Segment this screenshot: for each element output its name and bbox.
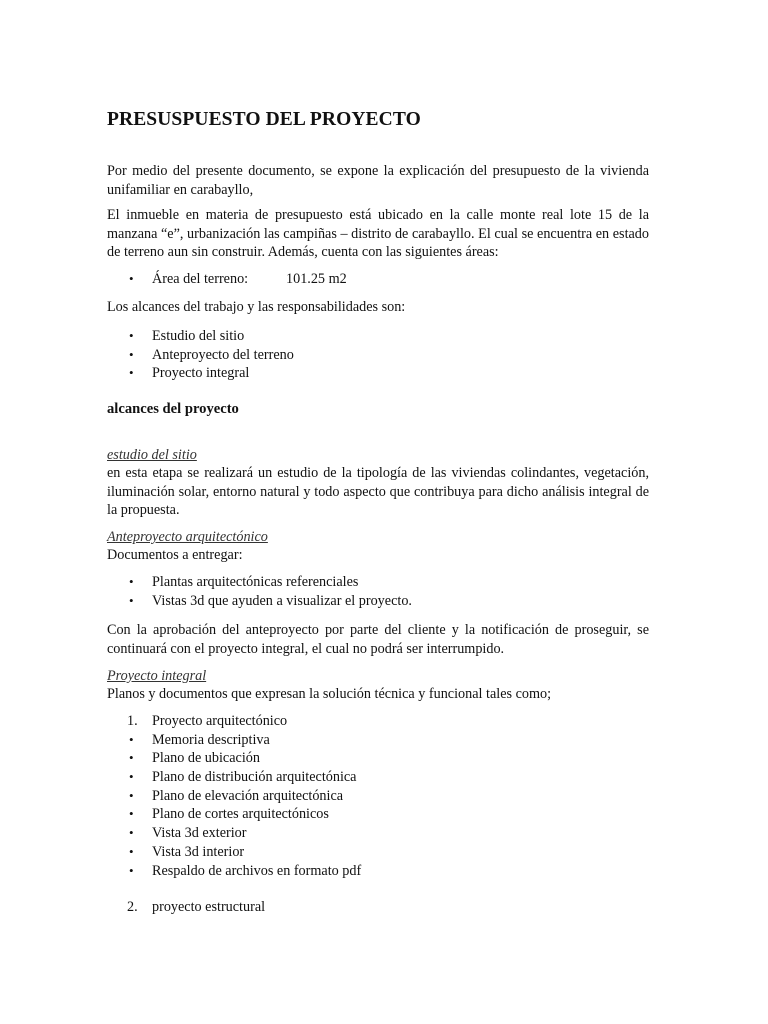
bullet-icon: • (129, 365, 134, 381)
area-value: 101.25 m2 (286, 271, 347, 287)
subheading-site-study: estudio del sitio (107, 447, 197, 463)
list-item-label: Vista 3d interior (152, 843, 245, 860)
bullet-icon: • (129, 806, 134, 822)
list-item (107, 824, 649, 843)
list-item-label: Memoria descriptiva (152, 731, 270, 748)
list-item (107, 731, 649, 750)
intro-paragraph-2: El inmueble en materia de presupuesto está ubicado en la calle monte real lote 15 de la manzana “e”, urbanización las campiñas – distrito de carabayllo. El cual se encuentra en estado de terreno aun sin construir. Además, cuenta con las siguientes áreas: (107, 207, 649, 261)
list-item (107, 327, 649, 346)
integral-list (107, 712, 649, 880)
integral-intro: Planos y documentos que expresan la solución técnica y funcional tales como; (107, 686, 552, 702)
deliverables-list (107, 573, 649, 610)
item-number: 1. (127, 713, 138, 729)
list-item-label: Plano de distribución arquitectónica (152, 769, 357, 786)
area-item (107, 270, 649, 289)
preliminary-intro: Documentos a entregar: (107, 547, 243, 563)
subheading-integral: Proyecto integral (107, 668, 207, 684)
area-list (107, 270, 649, 289)
item-number: 2. (127, 899, 138, 915)
bullet-icon: • (129, 825, 134, 841)
site-study-text: en esta etapa se realizará un estudio de la tipología de las viviendas colindantes, vegetación, iluminación solar, entorno natural y todo aspecto que contribuya para dicho análisis integral de la propuesta. (107, 465, 649, 519)
list-item (107, 749, 649, 768)
list-item-label: Estudio del sitio (152, 328, 245, 344)
list-item (107, 768, 649, 787)
list-item (107, 573, 649, 592)
list-item-label: Vista 3d exterior (152, 825, 247, 842)
list-item-label: Vistas 3d que ayuden a visualizar el proyecto. (152, 592, 412, 609)
numbered-item (107, 712, 649, 731)
bullet-icon: • (129, 769, 134, 785)
bullet-icon: • (129, 787, 134, 803)
list-item-label: Proyecto integral (152, 365, 250, 382)
numbered-item (107, 898, 649, 917)
intro-paragraph-1: Por medio del presente documento, se expone la explicación del presupuesto de la vivienda unifamiliar en carabayllo, (107, 163, 649, 198)
bullet-icon: • (129, 271, 134, 286)
document-title: PRESUSPUESTO DEL PROYECTO (107, 109, 421, 130)
list-item-label: Plano de cortes arquitectónicos (152, 806, 329, 823)
numbered-item-label: Proyecto arquitectónico (152, 713, 288, 729)
bullet-icon: • (129, 862, 134, 878)
bullet-icon: • (129, 346, 134, 362)
list-item (107, 843, 649, 862)
list-item-label: Respaldo de archivos en formato pdf (152, 862, 362, 879)
list-item (107, 805, 649, 824)
subheading-preliminary: Anteproyecto arquitectónico (107, 529, 268, 545)
bullet-icon: • (129, 592, 134, 608)
bullet-icon: • (129, 574, 134, 589)
list-item-label: Plano de ubicación (152, 750, 260, 767)
bullet-icon: • (129, 731, 134, 747)
list-item-label: Plano de elevación arquitectónica (152, 787, 344, 804)
list-item (107, 862, 649, 881)
list-item (107, 592, 649, 611)
numbered-item-label: proyecto estructural (152, 899, 266, 915)
bullet-icon: • (129, 328, 134, 343)
list-item (107, 787, 649, 806)
section-heading-scope: alcances del proyecto (107, 401, 239, 417)
area-label: Área del terreno: (152, 271, 249, 287)
bullet-icon: • (129, 750, 134, 766)
list-item-label: Anteproyecto del terreno (152, 346, 294, 363)
list-item (107, 364, 649, 383)
approval-paragraph: Con la aprobación del anteproyecto por parte del cliente y la notificación de proseguir, se continuará con el proyecto integral, el cual no podrá ser interrumpido. (107, 622, 649, 657)
list-item-label: Plantas arquitectónicas referenciales (152, 574, 359, 590)
bullet-icon: • (129, 843, 134, 859)
scope-intro: Los alcances del trabajo y las responsabilidades son: (107, 299, 406, 315)
scope-list (107, 327, 649, 383)
list-item (107, 346, 649, 365)
integral-list-continued (107, 898, 649, 917)
